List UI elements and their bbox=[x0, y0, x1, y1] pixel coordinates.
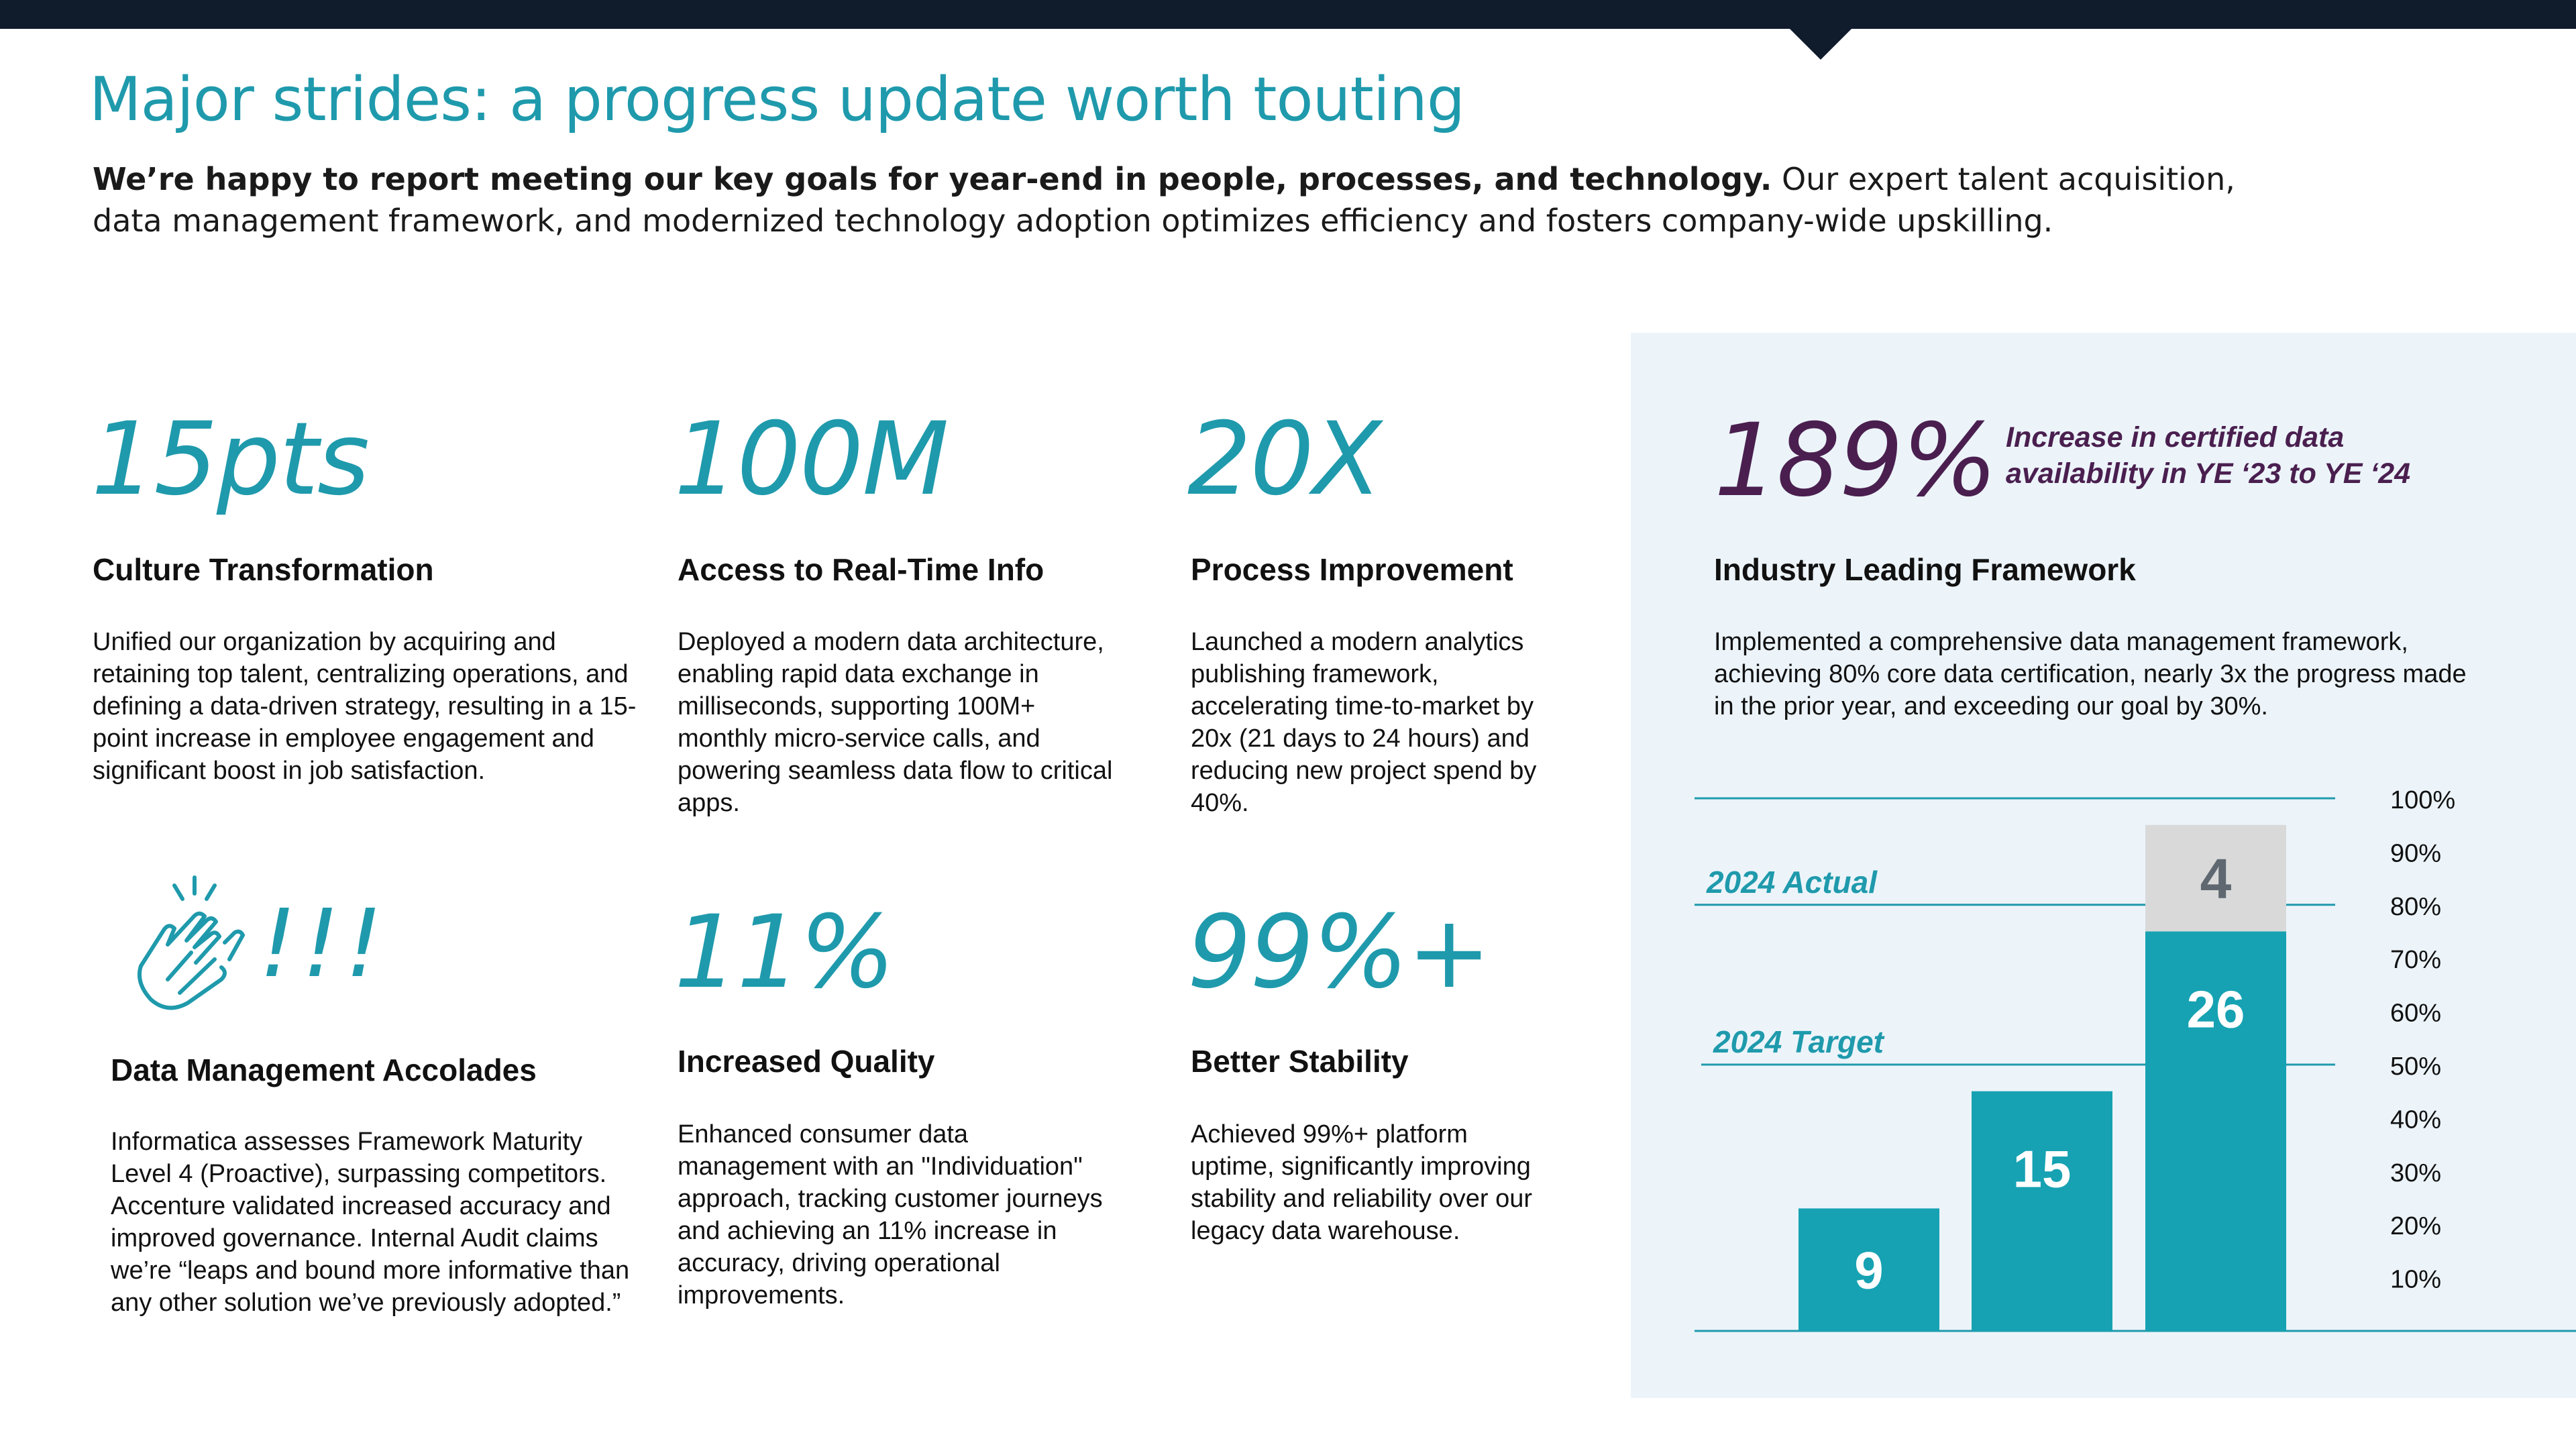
heading-culture: Culture Transformation bbox=[93, 552, 434, 587]
stat-stability: 99%+ bbox=[1187, 894, 1491, 1011]
y-tick-label: 80% bbox=[2390, 892, 2442, 921]
intro-bold: We’re happy to report meeting our key goals for year-end in people, processes, and technology. bbox=[93, 161, 1772, 197]
bar-value-label: 26 bbox=[2186, 979, 2245, 1039]
heading-stability: Better Stability bbox=[1191, 1044, 1409, 1079]
y-tick-label: 40% bbox=[2390, 1106, 2442, 1134]
reference-line-label: 2024 Target bbox=[1713, 1024, 1884, 1059]
stat-quality: 11% bbox=[674, 894, 894, 1011]
y-tick-label: 50% bbox=[2390, 1053, 2442, 1081]
body-culture: Unified our organization by acquiring and retaining top talent, centralizing operations, and defining a data-driven strategy, resulting in a 15-point increase in employee engagement and significant boost in job satisfaction. bbox=[93, 628, 637, 785]
bar-value-label: 15 bbox=[2012, 1139, 2072, 1199]
heading-quality: Increased Quality bbox=[678, 1044, 935, 1079]
stat-real-time: 100M bbox=[674, 401, 948, 518]
y-tick-label: 20% bbox=[2390, 1212, 2442, 1241]
page-title: Major strides: a progress update worth touting bbox=[89, 64, 1465, 135]
body-quality: Enhanced consumer data management with an "Individuation" approach, tracking customer journeys and achieving an 11% increase in accuracy, driving operational improvements. bbox=[678, 1120, 1103, 1309]
top-bar bbox=[0, 0, 2576, 29]
stat-framework: 189% bbox=[1714, 402, 1996, 519]
y-tick-label: 100% bbox=[2390, 786, 2456, 814]
stat-process: 20X bbox=[1187, 401, 1381, 518]
y-tick-label: 30% bbox=[2390, 1159, 2442, 1187]
bar-value-label: 9 bbox=[1854, 1240, 1884, 1300]
bar-segment bbox=[1972, 1091, 2112, 1331]
heading-process: Process Improvement bbox=[1191, 552, 1513, 587]
framework-callout: Increase in certified data availability in YE ‘23 to YE ‘24 bbox=[2006, 421, 2411, 490]
heading-framework: Industry Leading Framework bbox=[1714, 552, 2136, 587]
y-tick-label: 60% bbox=[2390, 999, 2442, 1028]
body-accolades: Informatica assesses Framework Maturity Level 4 (Proactive), surpassing competitors. Accenture validated increased accuracy and improved governance. Internal Audit claims we’re “leaps and bound more informative than any other solution we’ve previously adopted.” bbox=[111, 1128, 630, 1317]
clapping-hands-icon bbox=[121, 865, 255, 1020]
y-tick-label: 90% bbox=[2390, 839, 2442, 868]
reference-line-label: 2024 Actual bbox=[1707, 864, 1877, 900]
stat-culture: 15pts bbox=[91, 401, 369, 518]
body-process: Launched a modern analytics publishing framework, accelerating time-to-market by 20x (21 days to 24 hours) and reducing new project spend by 40%. bbox=[1191, 628, 1537, 817]
heading-accolades: Data Management Accolades bbox=[111, 1053, 537, 1087]
intro-paragraph bbox=[93, 158, 2239, 241]
body-stability: Achieved 99%+ platform uptime, significantly improving stability and reliability over our legacy data warehouse. bbox=[1191, 1120, 1533, 1245]
top-bar-notch bbox=[1790, 29, 1851, 60]
y-tick-label: 10% bbox=[2390, 1265, 2442, 1294]
bar-value-label: 4 bbox=[2200, 847, 2232, 911]
body-real-time: Deployed a modern data architecture, enabling rapid data exchange in milliseconds, supporting 100M+ monthly micro-service calls, and powering seamless data flow to critical apps. bbox=[678, 628, 1113, 817]
heading-real-time: Access to Real-Time Info bbox=[678, 552, 1044, 587]
certification-chart bbox=[1631, 771, 2576, 1348]
stat-accolades: !!! bbox=[259, 890, 388, 999]
intro-rest: Our expert talent acquisition, data management framework, and modernized technology adoption optimizes efficiency and fosters company-wide upskilling. bbox=[93, 161, 2235, 239]
body-framework: Implemented a comprehensive data management framework, achieving 80% core data certification, nearly 3x the progress made in the prior year, and exceeding our goal by 30%. bbox=[1714, 628, 2467, 720]
y-tick-label: 70% bbox=[2390, 946, 2442, 975]
